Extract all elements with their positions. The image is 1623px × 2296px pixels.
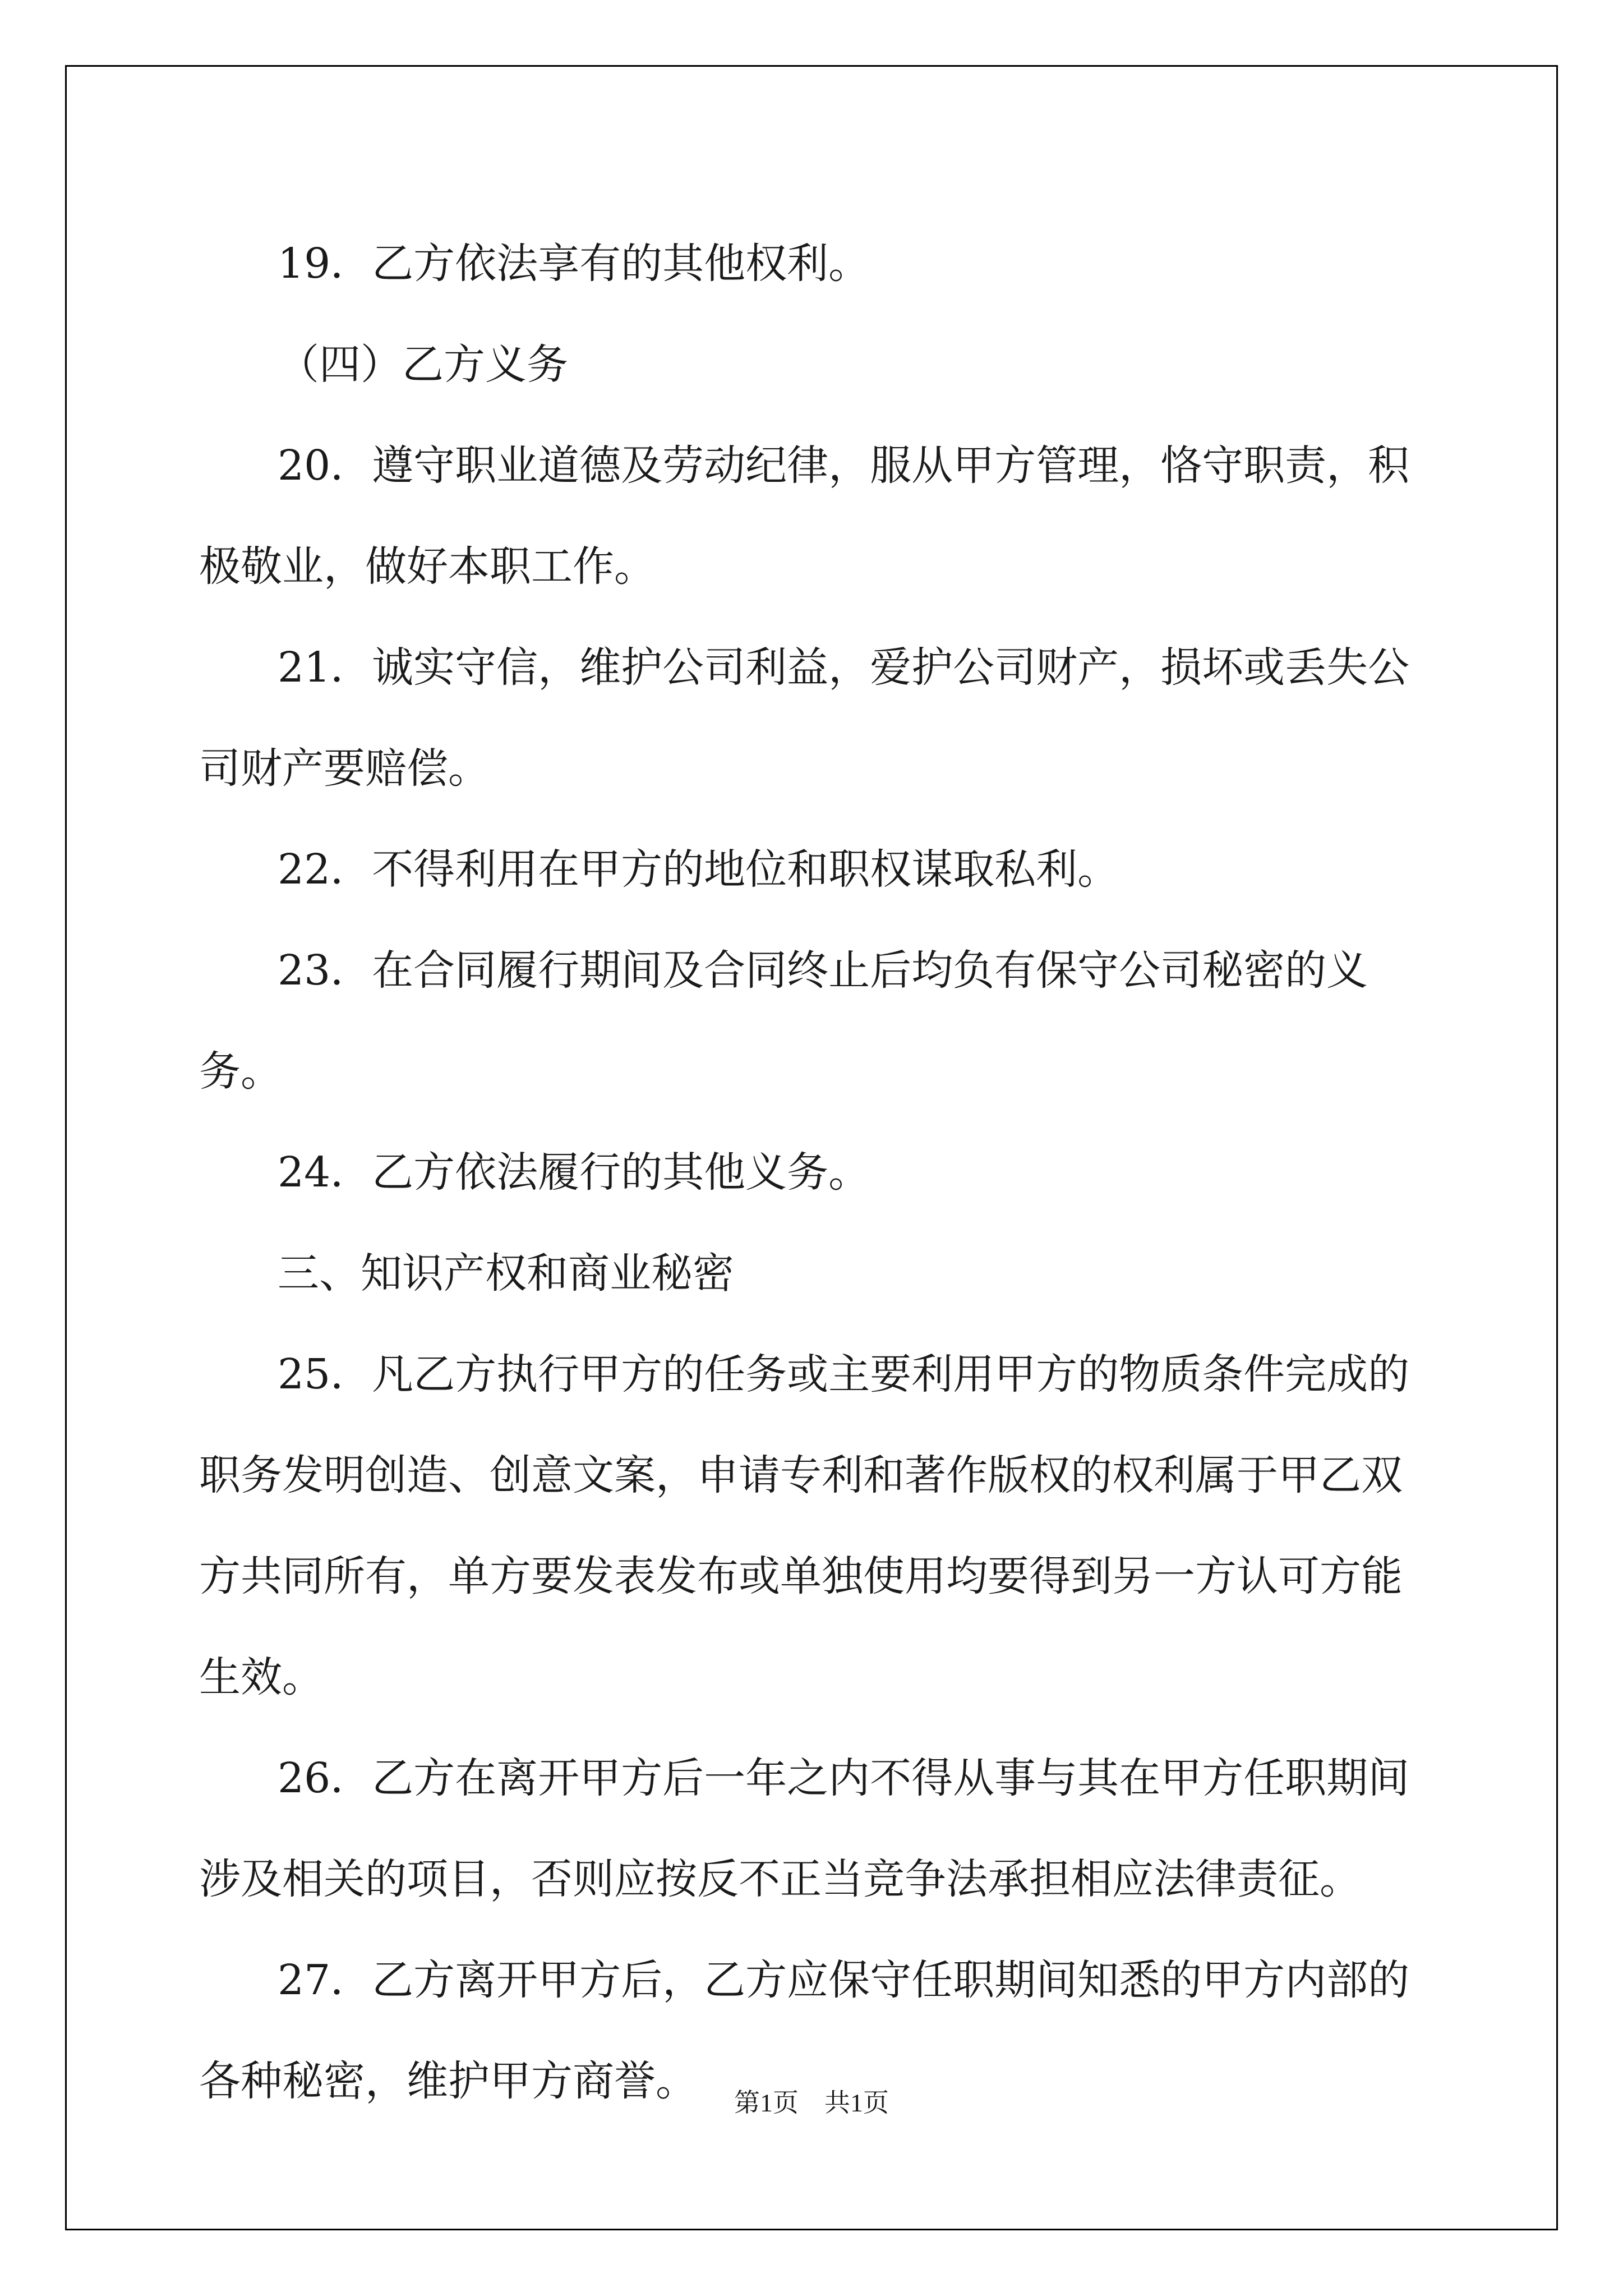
clause-25: 25．凡乙方执行甲方的任务或主要利用甲方的物质条件完成的职务发明创造、创意文案，申请专利和著作版权的权利属于甲乙双方共同所有，单方要发表发布或单独使用均要得到另一方认可方能生效。 [199, 1350, 1410, 1701]
section-heading-4: （四）乙方义务 [278, 341, 568, 389]
clause-26: 26．乙方在离开甲方后一年之内不得从事与其在甲方任职期间涉及相关的项目，否则应按反不正当竞争法承担相应法律责征。 [199, 1754, 1410, 1903]
document-body [199, 213, 1433, 2132]
clause-22: 22．不得利用在甲方的地位和职权谋取私利。 [278, 845, 1119, 894]
clause-20: 20．遵守职业道德及劳动纪律，服从甲方管理，恪守职责，积极敬业，做好本职工作。 [199, 441, 1410, 591]
clause-27: 27．乙方离开甲方后，乙方应保守任职期间知悉的甲方内部的各种秘密，维护甲方商誉。 [199, 1956, 1410, 2105]
clause-19: 19．乙方依法享有的其他权利。 [278, 240, 870, 288]
page-number-footer: 第1页 共1页 [734, 2088, 889, 2117]
clause-23: 23．在合同履行期间及合同终止后均负有保守公司秘密的义务。 [199, 946, 1368, 1096]
clause-21: 21．诚实守信，维护公司利益，爱护公司财产，损坏或丢失公司财产要赔偿。 [199, 643, 1410, 793]
clause-24: 24．乙方依法履行的其他义务。 [278, 1148, 870, 1197]
section-heading-3: 三、知识产权和商业秘密 [278, 1249, 734, 1297]
